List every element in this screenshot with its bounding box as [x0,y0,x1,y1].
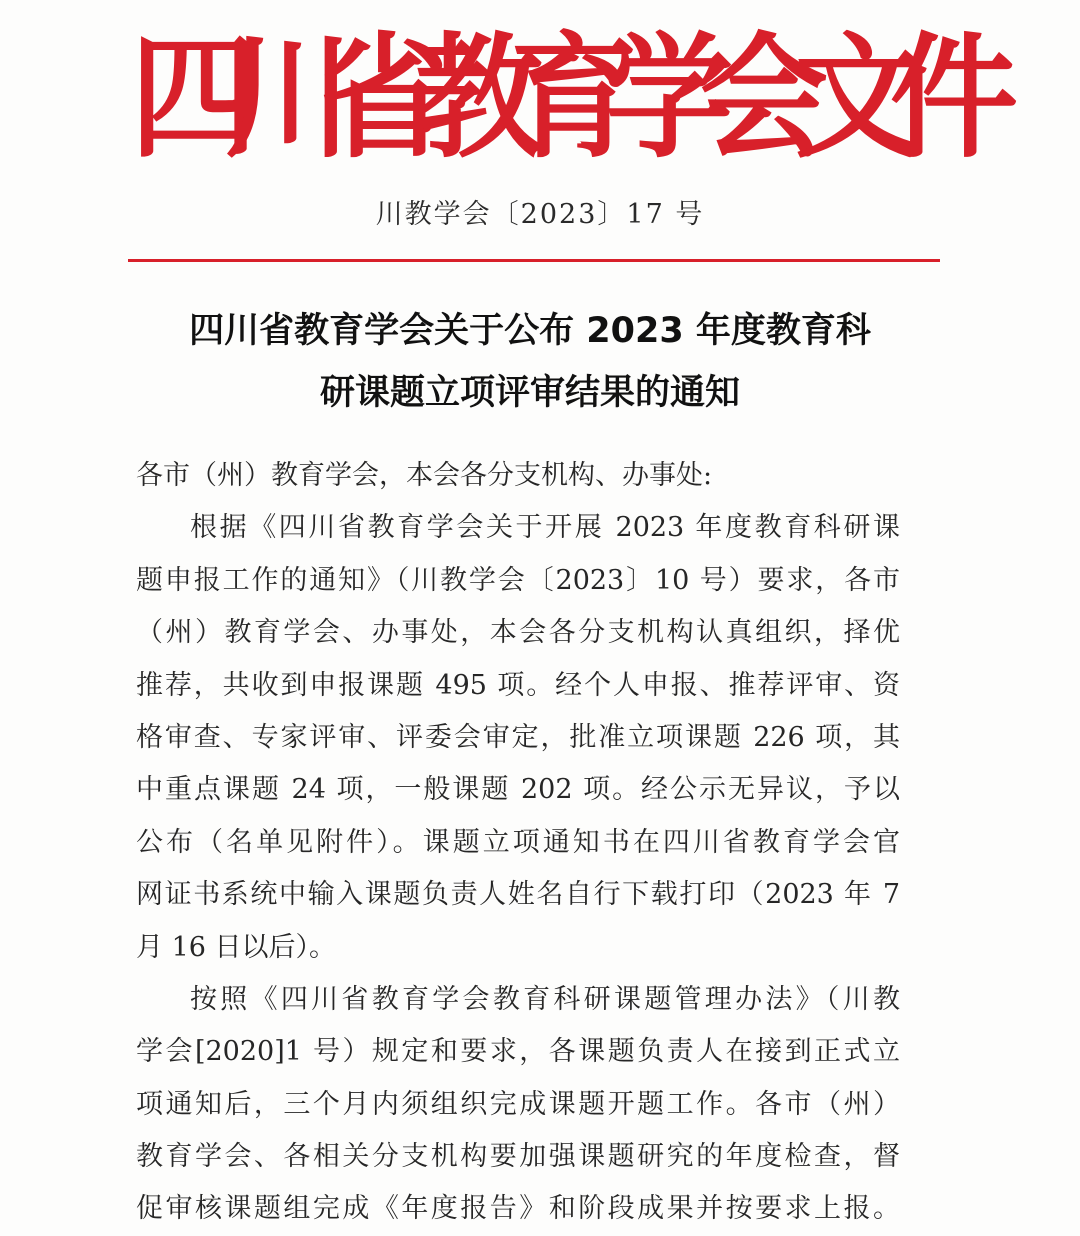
notice-title-line-1: 四川省教育学会关于公布 2023 年度教育科 [189,311,871,351]
paragraph-2-line: 按照《四川省教育学会教育科研课题管理办法》（川教 [190,983,900,1015]
salutation: 各市（州）教育学会，本会各分支机构、办事处: [136,460,713,491]
paragraph-2-line: 促审核课题组完成《年度报告》和阶段成果并按要求上报。 [136,1193,900,1225]
paragraph-1-line: 根据《四川省教育学会关于开展 2023 年度教育科研课 [190,512,900,544]
paragraph-1-line: 公布（名单见附件）。课题立项通知书在四川省教育学会官 [136,826,900,858]
paragraph-1-line: 推荐，共收到申报课题 495 项。经个人申报、推荐评审、资 [136,669,900,701]
paragraph-1-line: 网证书系统中输入课题负责人姓名自行下载打印（2023 年 7 [136,879,900,911]
paragraph-2-line: 学会[2020]1 号）规定和要求，各课题负责人在接到正式立 [136,1036,900,1068]
notice-title-line-2: 研课题立项评审结果的通知 [319,373,740,413]
red-separator-line [128,259,940,262]
paragraph-2-line: 教育学会、各相关分支机构要加强课题研究的年度检查，督 [136,1141,900,1173]
notice-title [120,300,940,424]
paragraph-1-line: 中重点课题 24 项，一般课题 202 项。经公示无异议，予以 [136,774,900,806]
paragraph-1-line: （州）教育学会、办事处，本会各分支机构认真组织，择优 [136,617,900,649]
paragraph-1-line: 格审查、专家评审、评委会审定，批准立项课题 226 项，其 [136,721,900,753]
paragraph-2-line: 项通知后，三个月内须组织完成课题开题工作。各市（州） [136,1088,900,1120]
document-number: 川教学会〔2023〕17 号 [375,199,705,230]
notice-body [136,450,900,1236]
paragraph-1-line: 题申报工作的通知》（川教学会〔2023〕10 号）要求，各市 [136,564,900,596]
issuing-org-header: 四川省教育学会文件 [130,20,986,177]
paragraph-1-line: 月 16 日以后）。 [136,931,337,963]
